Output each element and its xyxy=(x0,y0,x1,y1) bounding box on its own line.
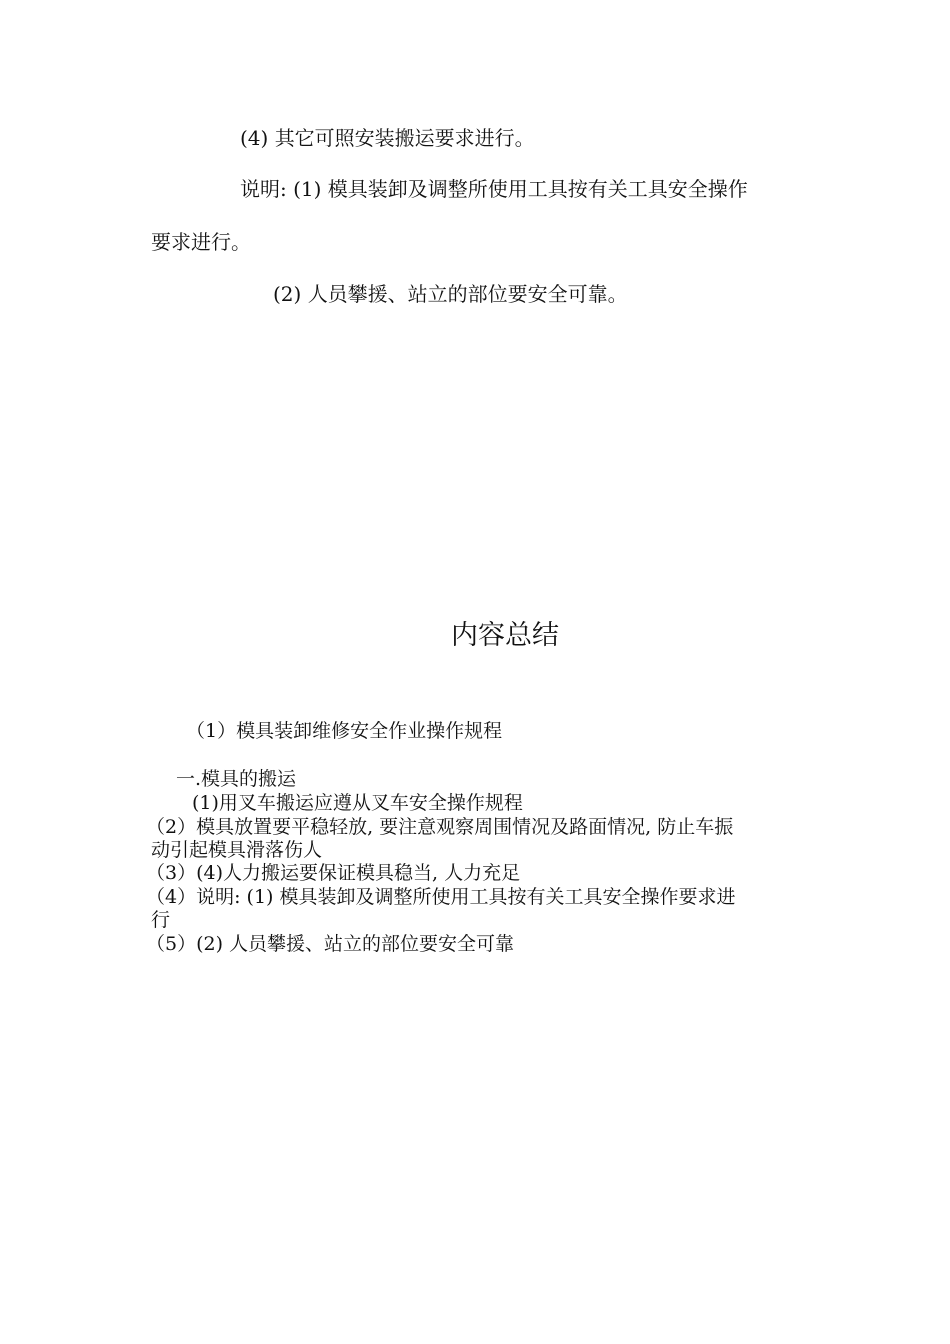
paragraph-note-2: (2) 人员攀援、站立的部位要安全可靠。 xyxy=(273,282,628,306)
paragraph-note-1: 说明: (1) 模具装卸及调整所使用工具按有关工具安全操作 xyxy=(240,177,748,201)
summary-line-tools-continued: 行 xyxy=(151,909,171,931)
summary-line-forklift: (1)用叉车搬运应遵从叉车安全操作规程 xyxy=(192,792,523,814)
summary-line-tools: （4）说明: (1) 模具装卸及调整所使用工具按有关工具安全操作要求进 xyxy=(146,886,736,908)
summary-title: 内容总结 xyxy=(451,620,559,651)
summary-line-placement-continued: 动引起模具滑落伤人 xyxy=(151,839,323,861)
summary-line-placement: （2）模具放置要平稳轻放, 要注意观察周围情况及路面情况, 防止车振 xyxy=(146,816,734,838)
paragraph-note-1-continued: 要求进行。 xyxy=(151,230,251,254)
summary-section-heading: 一.模具的搬运 xyxy=(176,768,297,790)
summary-line-manual-transport: （3）(4)人力搬运要保证模具稳当, 人力充足 xyxy=(146,862,521,884)
summary-item-1: （1）模具装卸维修安全作业操作规程 xyxy=(186,720,503,742)
paragraph-transport-other: (4) 其它可照安装搬运要求进行。 xyxy=(240,126,535,150)
summary-line-climbing: （5）(2) 人员攀援、站立的部位要安全可靠 xyxy=(146,933,515,955)
